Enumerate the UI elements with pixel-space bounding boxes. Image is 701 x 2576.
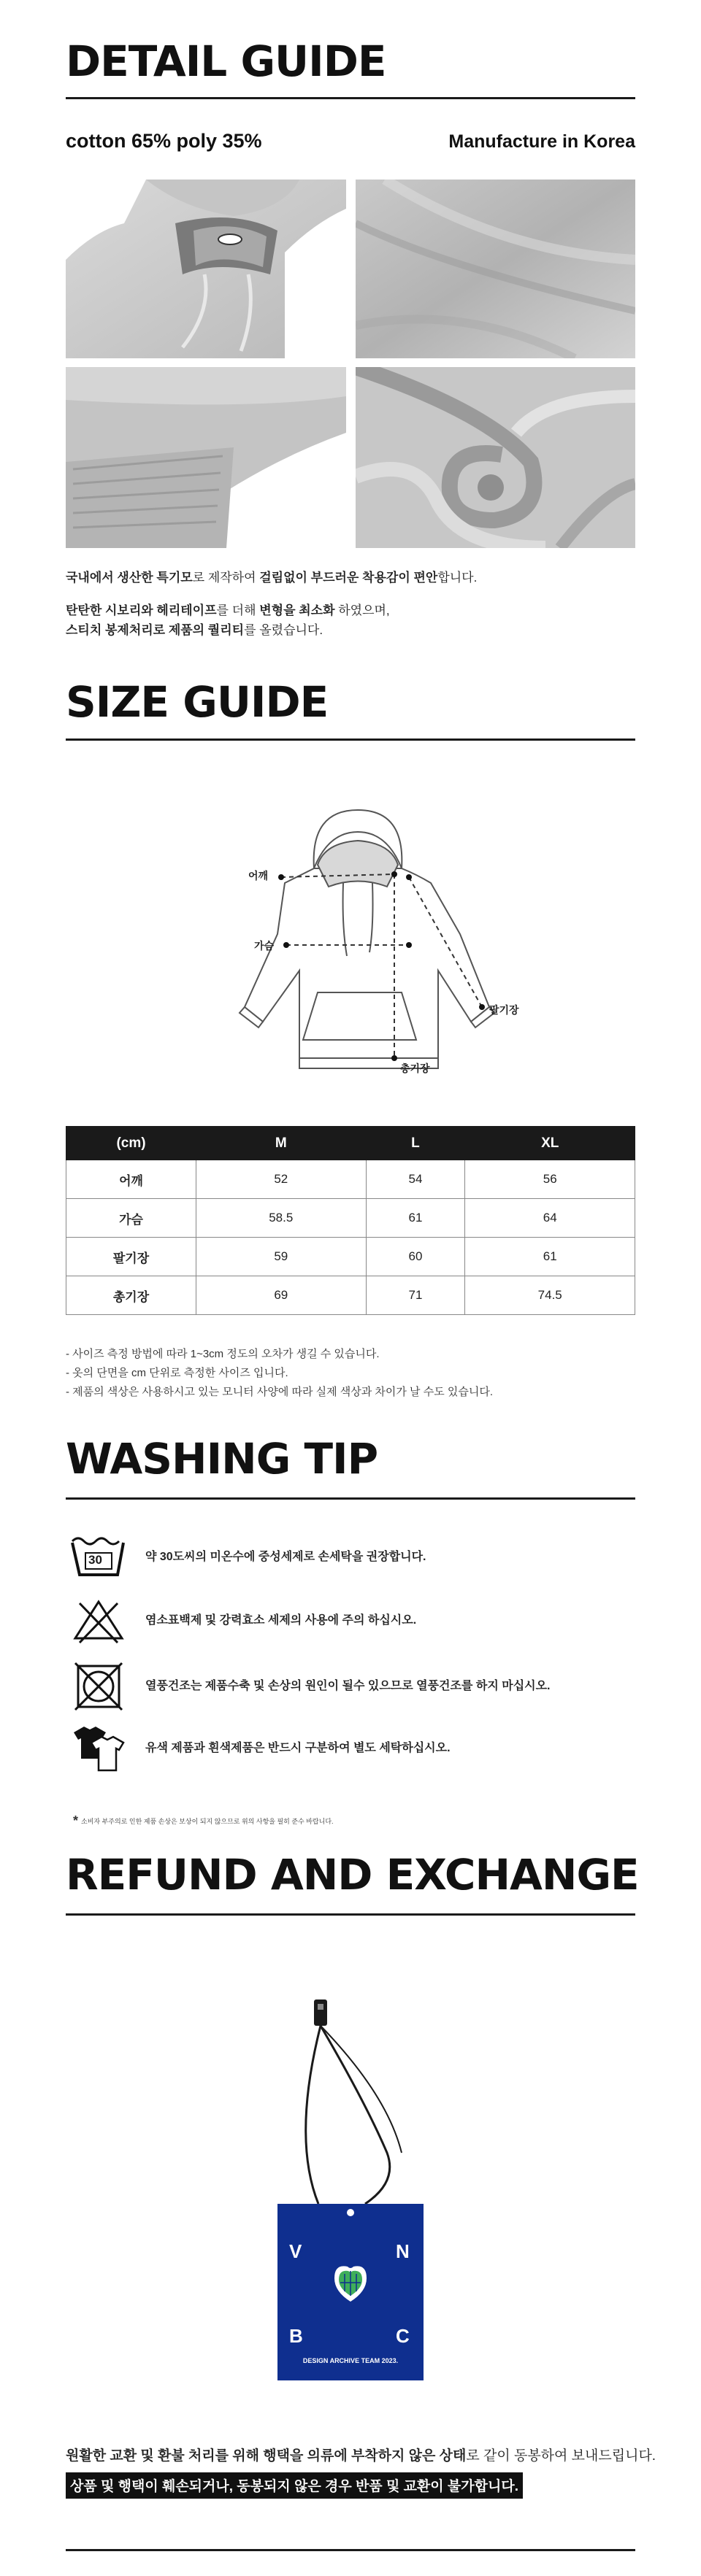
wash-tip-row — [69, 1531, 639, 1582]
tag-letter-c: C — [396, 2325, 410, 2347]
size-table-header — [66, 1127, 635, 1160]
size-header-xl: XL — [465, 1127, 635, 1160]
tag-caption: DESIGN ARCHIVE TEAM 2023. — [302, 2357, 399, 2364]
row-label: 팔기장 — [66, 1238, 196, 1276]
cell-value: 74.5 — [465, 1276, 635, 1315]
no-bleach-icon — [69, 1594, 128, 1646]
hoodie-size-diagram — [168, 788, 577, 1084]
photo-fabric-swirl — [356, 367, 635, 548]
wash-tip-text: 염소표백제 및 강력효소 세제의 사용에 주의 하십시오. — [145, 1614, 417, 1627]
wash-tip-text: 약 30도씨의 미온수에 중성세제로 손세탁을 권장합니다. — [145, 1551, 426, 1563]
tag-letter-v: V — [289, 2240, 302, 2262]
size-guide-divider — [66, 739, 635, 741]
detail-guide-divider — [66, 97, 635, 99]
table-row — [66, 1276, 635, 1315]
refund-divider — [66, 1913, 635, 1916]
detail-description-1: 국내에서 생산한 특기모로 제작하여 걸림없이 부드러운 착용감이 편안합니다. — [66, 571, 478, 585]
separate-wash-icon — [69, 1722, 128, 1773]
cell-value: 56 — [465, 1160, 635, 1199]
diagram-label-sleeve: 팔기장 — [489, 1004, 519, 1016]
row-label: 가슴 — [66, 1199, 196, 1238]
manufacture-origin: Manufacture in Korea — [448, 131, 635, 152]
photo-hood-detail — [66, 180, 346, 358]
cell-value: 61 — [465, 1238, 635, 1276]
cell-value: 52 — [196, 1160, 367, 1199]
diagram-label-shoulder: 어깨 — [248, 870, 269, 882]
washing-tip-title: WASHING TIP — [66, 1434, 378, 1484]
table-row — [66, 1238, 635, 1276]
cell-value: 71 — [366, 1276, 465, 1315]
size-header-m: M — [196, 1127, 367, 1160]
row-label: 총기장 — [66, 1276, 196, 1315]
wash-tip-text: 유색 제품과 흰색제품은 반드시 구분하여 별도 세탁하십시오. — [145, 1742, 451, 1754]
bottom-divider — [66, 2549, 635, 2551]
refund-title: REFUND AND EXCHANGE — [66, 1850, 639, 1900]
material-composition: cotton 65% poly 35% — [66, 130, 262, 152]
detail-guide-title: DETAIL GUIDE — [66, 36, 386, 86]
hang-tag-image — [277, 1992, 424, 2405]
photo-fabric-texture — [356, 180, 635, 358]
wash-tip-row — [69, 1660, 639, 1711]
cell-value: 54 — [366, 1160, 465, 1199]
washing-tip-divider — [66, 1497, 635, 1500]
detail-description-3: 스티치 봉제처리로 제품의 퀄리티를 올렸습니다. — [66, 623, 323, 637]
size-note: - 옷의 단면을 cm 단위로 측정한 사이즈 입니다. — [66, 1367, 288, 1379]
cell-value: 58.5 — [196, 1199, 367, 1238]
refund-notice-1: 원활한 교환 및 환불 처리를 위해 행택을 의류에 부착하지 않은 상태로 같이 동봉하여 보내드립니다. — [66, 2448, 656, 2464]
no-tumble-dry-icon — [69, 1660, 128, 1711]
cell-value: 64 — [465, 1199, 635, 1238]
size-guide-title: SIZE GUIDE — [66, 677, 329, 727]
cell-value: 60 — [366, 1238, 465, 1276]
table-row — [66, 1160, 635, 1199]
row-label: 어깨 — [66, 1160, 196, 1199]
wash-tip-text: 열풍건조는 제품수축 및 손상의 원인이 될수 있으므로 열풍건조를 하지 마십시오. — [145, 1680, 551, 1692]
photo-cuff-detail — [66, 367, 346, 548]
cell-value: 59 — [196, 1238, 367, 1276]
size-notes — [66, 1345, 493, 1402]
tag-letter-b: B — [289, 2325, 303, 2347]
wash-tip-row — [69, 1594, 639, 1646]
table-row — [66, 1199, 635, 1238]
cell-value: 69 — [196, 1276, 367, 1315]
footnote-star: * — [73, 1813, 79, 1828]
size-header-l: L — [366, 1127, 465, 1160]
size-note: - 제품의 색상은 사용하시고 있는 모니터 사양에 따라 실제 색상과 차이가 날 수도 있습니다. — [66, 1386, 493, 1398]
refund-notice-2: 상품 및 행택이 훼손되거나, 동봉되지 않은 경우 반품 및 교환이 불가합니다. — [66, 2472, 523, 2499]
diagram-label-length: 총기장 — [400, 1063, 430, 1074]
size-table — [66, 1126, 635, 1315]
tag-letter-n: N — [396, 2240, 410, 2262]
detail-description-2: 탄탄한 시보리와 헤리테이프를 더해 변형을 최소화 하였으며, — [66, 603, 390, 617]
size-header-unit: (cm) — [66, 1127, 196, 1160]
wash-tip-row — [69, 1722, 639, 1773]
diagram-label-chest: 가슴 — [254, 940, 275, 952]
size-note: - 사이즈 측정 방법에 따라 1~3cm 정도의 오차가 생길 수 있습니다. — [66, 1348, 380, 1360]
cell-value: 61 — [366, 1199, 465, 1238]
washing-footnote: * 소비자 부주의로 인한 제품 손상은 보상이 되지 않으므로 위의 사항을 필히 준수 바랍니다. — [73, 1813, 334, 1828]
wash-30-icon: 30 — [69, 1531, 128, 1582]
